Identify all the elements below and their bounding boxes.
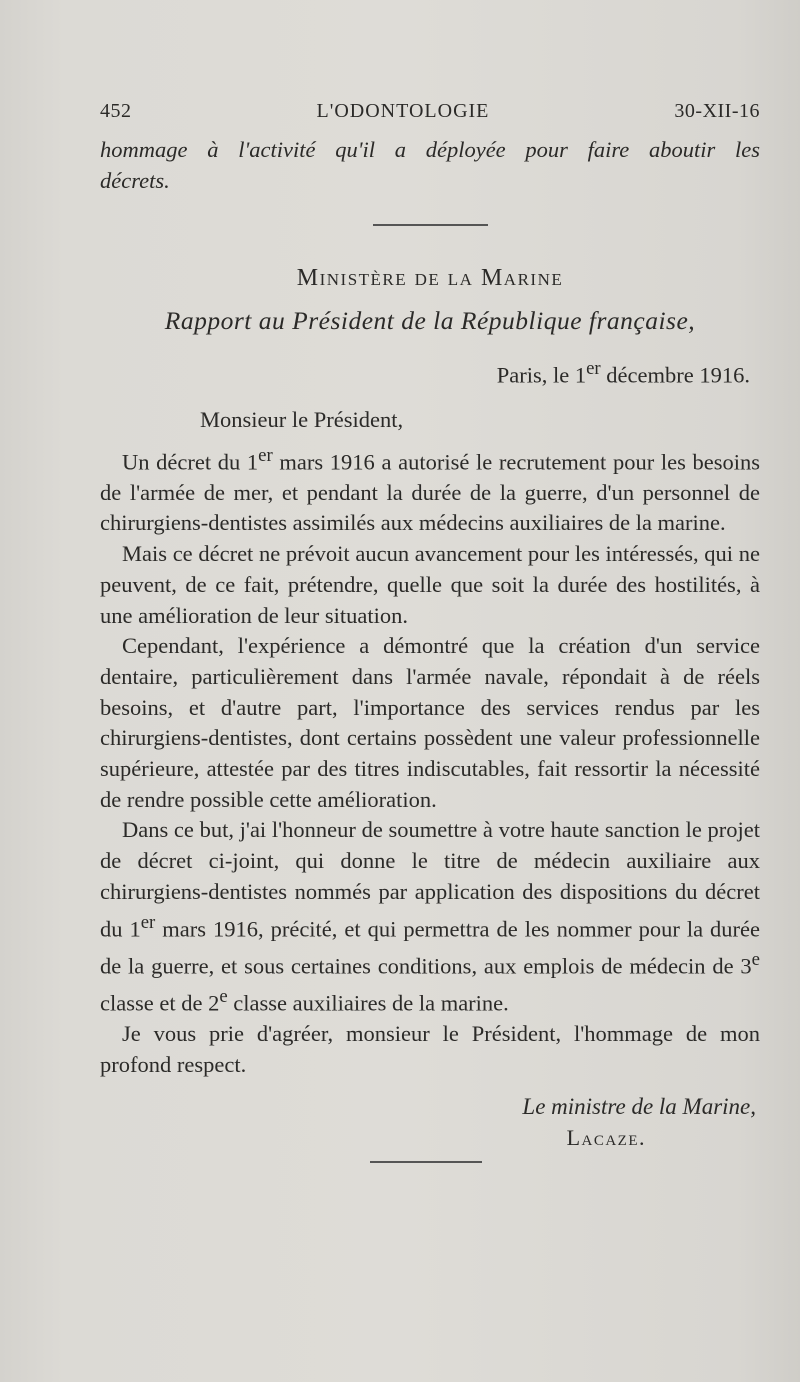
paragraph-text: mars 1916, précité, et qui permettra de les nommer pour la durée de la guerre, et sous certaines conditions, aux emplois de médecin de 3 (100, 916, 761, 979)
running-header (100, 100, 760, 134)
letter-body (100, 441, 760, 1081)
paragraph-text: Dans ce but, j'ai l'honneur de soumettre à votre haute sanction le projet de décret ci-joint, qui donne le titre de médecin auxiliaire aux chirurgiens-dentistes nommés par application des dispositions du décret du 1 (100, 817, 760, 942)
paragraph (100, 441, 760, 540)
paragraph-sup: e (751, 948, 760, 970)
salutation: Monsieur le Président, (200, 406, 404, 432)
report-title: Rapport au Président de la République française, (164, 306, 696, 335)
issue-date: 30-XII-16 (674, 100, 760, 122)
paragraph: Mais ce décret ne prévoit aucun avancement pour les intéressés, qui ne peuvent, de ce fait, prétendre, quelle que soit la durée des hostilités, à une amélioration de leur situation. (100, 541, 760, 628)
paragraph: Je vous prie d'agréer, monsieur le Président, l'hommage de mon profond respect. (100, 1021, 760, 1077)
paragraph-sup: e (219, 985, 228, 1007)
section-divider (373, 224, 488, 226)
paragraph-text: classe auxiliaires de la marine. (227, 990, 509, 1016)
paragraph-sup: er (258, 444, 273, 466)
dateline-sup: er (586, 358, 601, 379)
dateline-prefix: Paris, le 1 (496, 362, 587, 388)
paragraph-sup: er (140, 911, 156, 933)
page-content (100, 100, 760, 1163)
closing-divider (370, 1161, 482, 1163)
paragraph: Cependant, l'expérience a démontré que la création d'un service dentaire, particulièrement dans l'armée navale, répondait à de réels besoins, et d'autre part, l'importance des services rendus par les chirurgiens-dentistes, dont certains possèdent une valeur professionnelle supérieure, attestée par des titres indiscutables, fait ressortir la nécessité de rendre possible cette amélioration. (100, 633, 760, 812)
page-number: 452 (100, 100, 132, 122)
paragraph-text: classe et de 2 (100, 990, 220, 1016)
paragraph-text: mars 1916 a autorisé le recrutement pour les besoins de l'armée de mer, et pendant la durée de la guerre, d'un personnel de chirurgiens-dentistes assimilés aux médecins auxiliaires de la marine. (100, 449, 761, 536)
paragraph-text: Un décret du 1 (122, 449, 259, 474)
dateline (100, 352, 760, 393)
ministry-heading: Ministère de la Marine (296, 265, 564, 291)
signature-name: Lacaze. (566, 1124, 646, 1150)
signature-role: Le ministre de la Marine, (522, 1093, 756, 1119)
paragraph (100, 815, 760, 1019)
dateline-suffix: décembre 1916. (600, 362, 750, 388)
journal-title: L'ODONTOLOGIE (316, 100, 490, 122)
intro-text: hommage à l'activité qu'il a déployée pour faire aboutir les décrets. (100, 137, 760, 193)
